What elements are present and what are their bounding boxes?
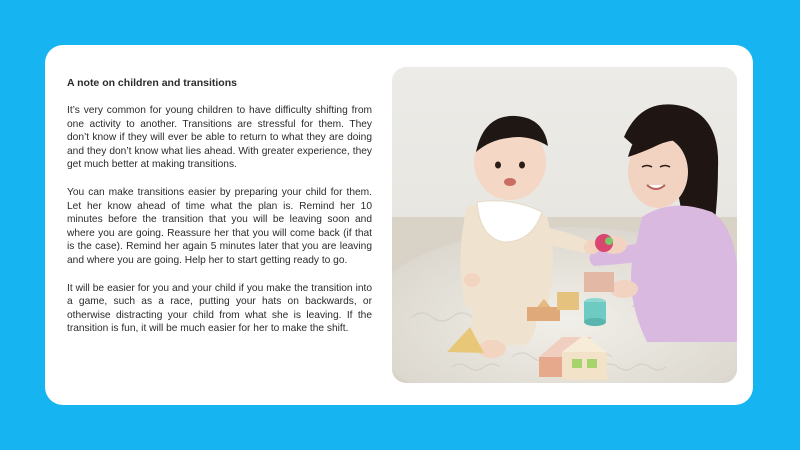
article-heading: A note on children and transitions xyxy=(67,77,237,89)
article-paragraph-3: It will be easier for you and your child if you make the transition into a game, such as a race, putting your hats on backwards, or otherwise distracting your child from what she is leaving. If the transition is fun, it will be much easier for her to make the shift. xyxy=(67,282,372,335)
article-paragraph-2: You can make transitions easier by preparing your child for them. Let her know ahead of time what the plan is. Remind her 10 minutes before the transition that you will be leaving soon and where you are going. Reassure her that you will come back (if that is the case). Remind her again 5 minutes later that you are leaving and where you are going. Help her to start getting ready to go. xyxy=(67,186,372,266)
mother-child-play-photo xyxy=(392,67,737,383)
content-card xyxy=(45,45,753,405)
article-text xyxy=(67,77,372,350)
article-paragraph-1: It’s very common for young children to have difficulty shifting from one activity to another. Transitions are stressful for them. They don’t know if they will ever be able to return to what they are doing and they don’t know what lies ahead. With greater experience, they get much better at making transitions. xyxy=(67,105,372,171)
